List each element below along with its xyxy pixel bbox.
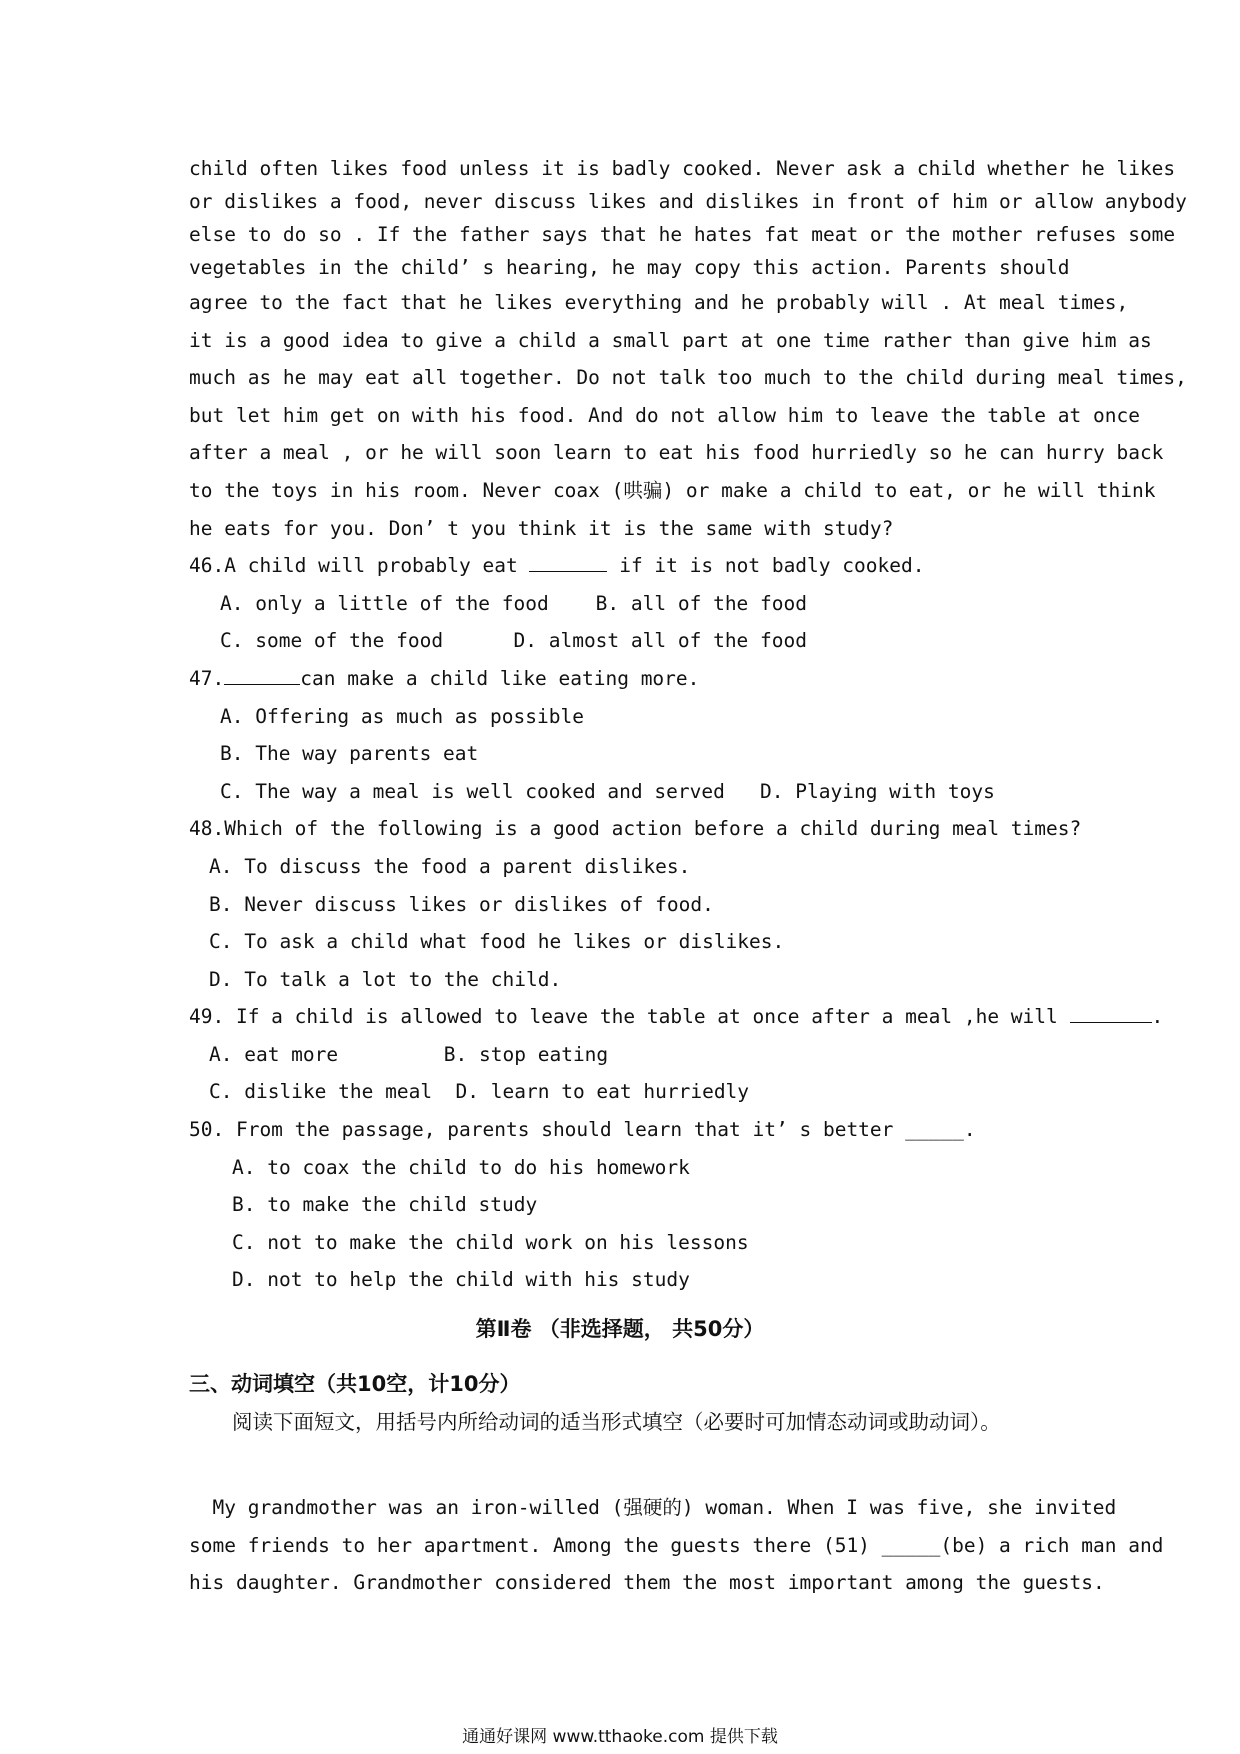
passage-line: else to do so . If the father says that he hates fat meat or the mother refuses some: [189, 223, 1176, 246]
passage-line: much as he may eat all together. Do not talk too much to the child during meal times,: [189, 366, 1187, 390]
passage-line: to the toys in his room. Never coax (哄骗) or make a child to eat, or he will think: [189, 478, 1156, 502]
answer-blank: [224, 683, 300, 685]
page-footer: 通通好课网 www.tthaoke.com 提供下载: [462, 1727, 778, 1747]
question-49-options: C. dislike the meal D. learn to eat hurriedly: [209, 1080, 750, 1104]
passage-line: he eats for you. Don’ t you think it is the same with study?: [189, 516, 894, 540]
question-50-option: D. not to help the child with his study: [232, 1268, 690, 1292]
question-50-option: B. to make the child study: [232, 1193, 538, 1217]
passage-line: vegetables in the child’ s hearing, he may copy this action. Parents should: [189, 256, 1070, 279]
question-49-options: A. eat more B. stop eating: [209, 1042, 609, 1066]
question-48: 48.Which of the following is a good action before a child during meal times?: [189, 817, 1082, 841]
passage-line: but let him get on with his food. And do not allow him to leave the table at once: [189, 403, 1140, 427]
question-47-option: C. The way a meal is well cooked and served D. Playing with toys: [220, 779, 995, 803]
cloze-line: some friends to her apartment. Among the guests there (51) _____(be) a rich man and: [189, 1533, 1164, 1557]
question-49: 49. If a child is allowed to leave the table at once after a meal ,he will .: [189, 1005, 1164, 1029]
question-48-option: A. To discuss the food a parent dislikes.: [209, 854, 691, 878]
cloze-line: My grandmother was an iron-willed (强硬的) woman. When I was five, she invited: [189, 1496, 1117, 1519]
question-48-option: B. Never discuss likes or dislikes of food.: [209, 892, 714, 916]
passage-line: after a meal , or he will soon learn to eat his food hurriedly so he can hurry back: [189, 441, 1164, 465]
question-46-options: A. only a little of the food B. all of the food: [220, 591, 807, 615]
question-46: 46.A child will probably eat if it is not badly cooked.: [189, 554, 925, 578]
answer-blank: [1070, 1021, 1152, 1023]
question-50: 50. From the passage, parents should learn that it’ s better _____.: [189, 1118, 976, 1142]
question-47-option: A. Offering as much as possible: [220, 704, 584, 728]
question-47: 47. can make a child like eating more.: [189, 666, 700, 690]
passage-line: it is a good idea to give a child a small part at one time rather than give him as: [189, 328, 1152, 352]
section-heading: 三、动词填空（共10空，计10分）: [189, 1372, 521, 1396]
passage-line: or dislikes a food, never discuss likes and dislikes in front of him or allow anybody: [189, 190, 1187, 213]
question-47-option: B. The way parents eat: [220, 742, 479, 766]
question-50-option: A. to coax the child to do his homework: [232, 1155, 690, 1179]
cloze-line: his daughter. Grandmother considered them the most important among the guests.: [189, 1571, 1105, 1595]
passage-line: child often likes food unless it is badly cooked. Never ask a child whether he likes: [189, 157, 1176, 180]
cloze-passage: [189, 1489, 1164, 1602]
section-instruction: 阅读下面短文，用括号内所给动词的适当形式填空（必要时可加情态动词或助动词）。: [232, 1410, 1001, 1434]
reading-passage: [189, 152, 1187, 1299]
answer-blank: [529, 570, 607, 572]
question-48-option: C. To ask a child what food he likes or dislikes.: [209, 930, 785, 954]
section-title: 第Ⅱ卷 （非选择题， 共50分）: [475, 1317, 765, 1341]
question-48-option: D. To talk a lot to the child.: [209, 967, 562, 991]
question-50-option: C. not to make the child work on his lessons: [232, 1230, 749, 1254]
passage-line: agree to the fact that he likes everything and he probably will . At meal times,: [189, 291, 1129, 314]
question-46-options: C. some of the food D. almost all of the food: [220, 629, 807, 653]
